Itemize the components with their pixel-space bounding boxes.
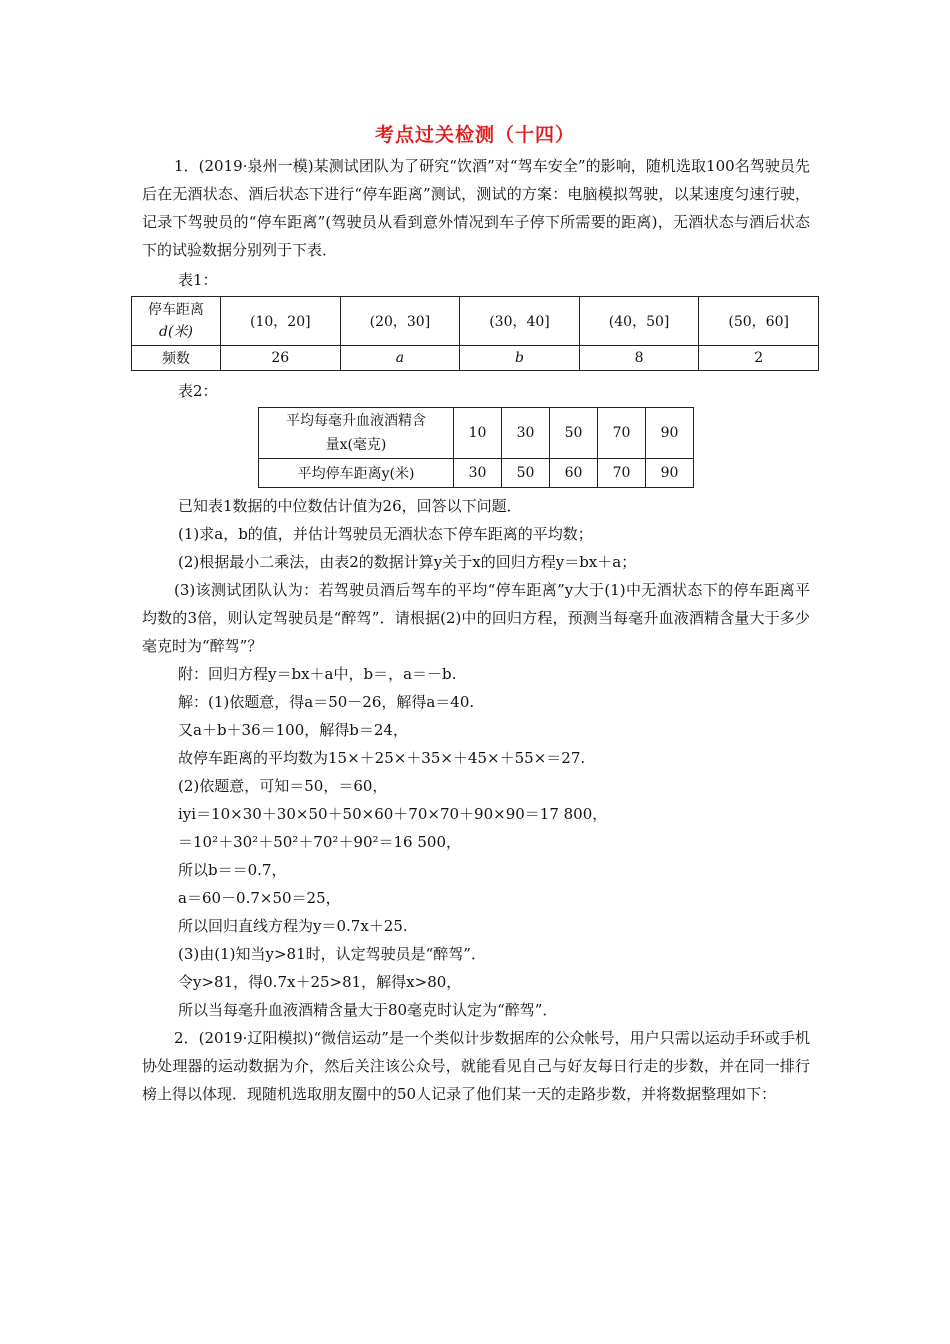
solution-line: a＝60－0.7×50＝25， xyxy=(178,889,341,907)
table-1-header-frequency: 频数 xyxy=(132,346,221,371)
table-2-row-y xyxy=(259,459,694,488)
question-1-intro: 1．(2019·泉州一模)某测试团队为了研究“饮酒”对“驾车安全”的影响，随机选取100名驾驶员先后在无酒状态、酒后状态下进行“停车距离”测试，测试的方案：电脑模拟驾驶，以某速度匀速行驶，记录下驾驶员的“停车距离”(驾驶员从看到意外情况到车子停下所需要的距离)，无酒状态与酒后状态下的试验数据分别列于下表． xyxy=(142,157,810,259)
table-1 xyxy=(131,296,819,371)
part-1-question: (1)求a，b的值，并估计驾驶员无酒状态下停车距离的平均数； xyxy=(178,525,593,543)
table-1-header-distance xyxy=(132,297,221,346)
solution-line: (3)由(1)知当y>81时，认定驾驶员是“醉驾”． xyxy=(178,945,486,963)
table-2-x-value: 10 xyxy=(454,408,502,459)
table-2-row-x xyxy=(259,408,694,459)
table-2-y-value: 60 xyxy=(550,459,598,488)
solution-line: 所以当每毫升血液酒精含量大于80毫克时认定为“醉驾”． xyxy=(178,1001,558,1019)
table-1-frequency: 26 xyxy=(221,346,341,371)
table-2 xyxy=(258,407,694,488)
table-2-y-value: 30 xyxy=(454,459,502,488)
table-1-interval: (10，20] xyxy=(221,297,341,346)
appendix-formula: 附：回归方程y＝bx＋a中，b＝，a＝－b. xyxy=(178,665,457,683)
given-statement: 已知表1数据的中位数估计值为26，回答以下问题． xyxy=(178,497,522,515)
solution-line: 解：(1)依题意，得a＝50－26，解得a＝40. xyxy=(178,693,475,711)
solution-line: iyi＝10×30＋30×50＋50×60＋70×70＋90×90＝17 800， xyxy=(178,805,608,823)
table-2-y-value: 70 xyxy=(598,459,646,488)
table-2-x-value: 90 xyxy=(646,408,694,459)
page-title: 考点过关检测（十四） xyxy=(374,124,575,146)
table-1-frequency: 8 xyxy=(579,346,699,371)
table-2-header-line-2: 量x(毫克) xyxy=(325,437,387,453)
solution-line: 所以b＝＝0.7， xyxy=(178,861,287,879)
table-1-interval: (50，60] xyxy=(699,297,819,346)
question-2-intro: 2．(2019·辽阳模拟)“微信运动”是一个类似计步数据库的公众帐号，用户只需以运动手环或手机协处理器的运动数据为介，然后关注该公众号，就能看见自己与好友每日行走的步数，并在同一排行榜上得以体现．现随机选取朋友圈中的50人记录了他们某一天的走路步数，并将数据整理如下： xyxy=(142,1029,810,1103)
table-1-row-distance xyxy=(132,297,819,346)
table-1-interval: (20，30] xyxy=(340,297,460,346)
table-2-y-value: 50 xyxy=(502,459,550,488)
solution-line: (2)依题意，可知＝50，＝60， xyxy=(178,777,388,795)
table-2-caption: 表2： xyxy=(178,382,218,400)
solution-line: 所以回归直线方程为y＝0.7x＋25. xyxy=(178,917,408,935)
table-1-frequency: b xyxy=(460,346,580,371)
solution-line: 故停车距离的平均数为15×＋25×＋35×＋45×＋55×＝27. xyxy=(178,749,586,767)
table-1-row-frequency xyxy=(132,346,819,371)
solution-line: 令y>81，得0.7x＋25>81，解得x>80， xyxy=(178,973,462,991)
table-2-header-line-1: 平均每毫升血液酒精含 xyxy=(286,413,426,429)
table-1-caption: 表1： xyxy=(178,271,218,289)
table-1-header-line-1: 停车距离 xyxy=(148,302,204,318)
table-1-interval: (40，50] xyxy=(579,297,699,346)
table-2-x-value: 30 xyxy=(502,408,550,459)
table-2-x-value: 50 xyxy=(550,408,598,459)
solution-line: ＝10²＋30²＋50²＋70²＋90²＝16 500， xyxy=(178,833,461,851)
table-1-interval: (30，40] xyxy=(460,297,580,346)
table-2-x-value: 70 xyxy=(598,408,646,459)
table-2-header-y: 平均停车距离y(米) xyxy=(259,459,454,488)
solution-line: 又a＋b＋36＝100，解得b＝24， xyxy=(178,721,408,739)
table-1-frequency: a xyxy=(340,346,460,371)
table-2-y-value: 90 xyxy=(646,459,694,488)
table-1-header-line-2: d(米) xyxy=(159,324,193,340)
part-2-question: (2)根据最小二乘法，由表2的数据计算y关于x的回归方程y＝bx＋a； xyxy=(178,553,637,571)
table-1-frequency: 2 xyxy=(699,346,819,371)
table-2-header-x xyxy=(259,408,454,459)
part-3-question: (3)该测试团队认为：若驾驶员酒后驾车的平均“停车距离”y大于(1)中无酒状态下的停车距离平均数的3倍，则认定驾驶员是“醉驾”．请根据(2)中的回归方程，预测当每毫升血液酒精含量大于多少毫克时为“醉驾”？ xyxy=(142,581,810,655)
